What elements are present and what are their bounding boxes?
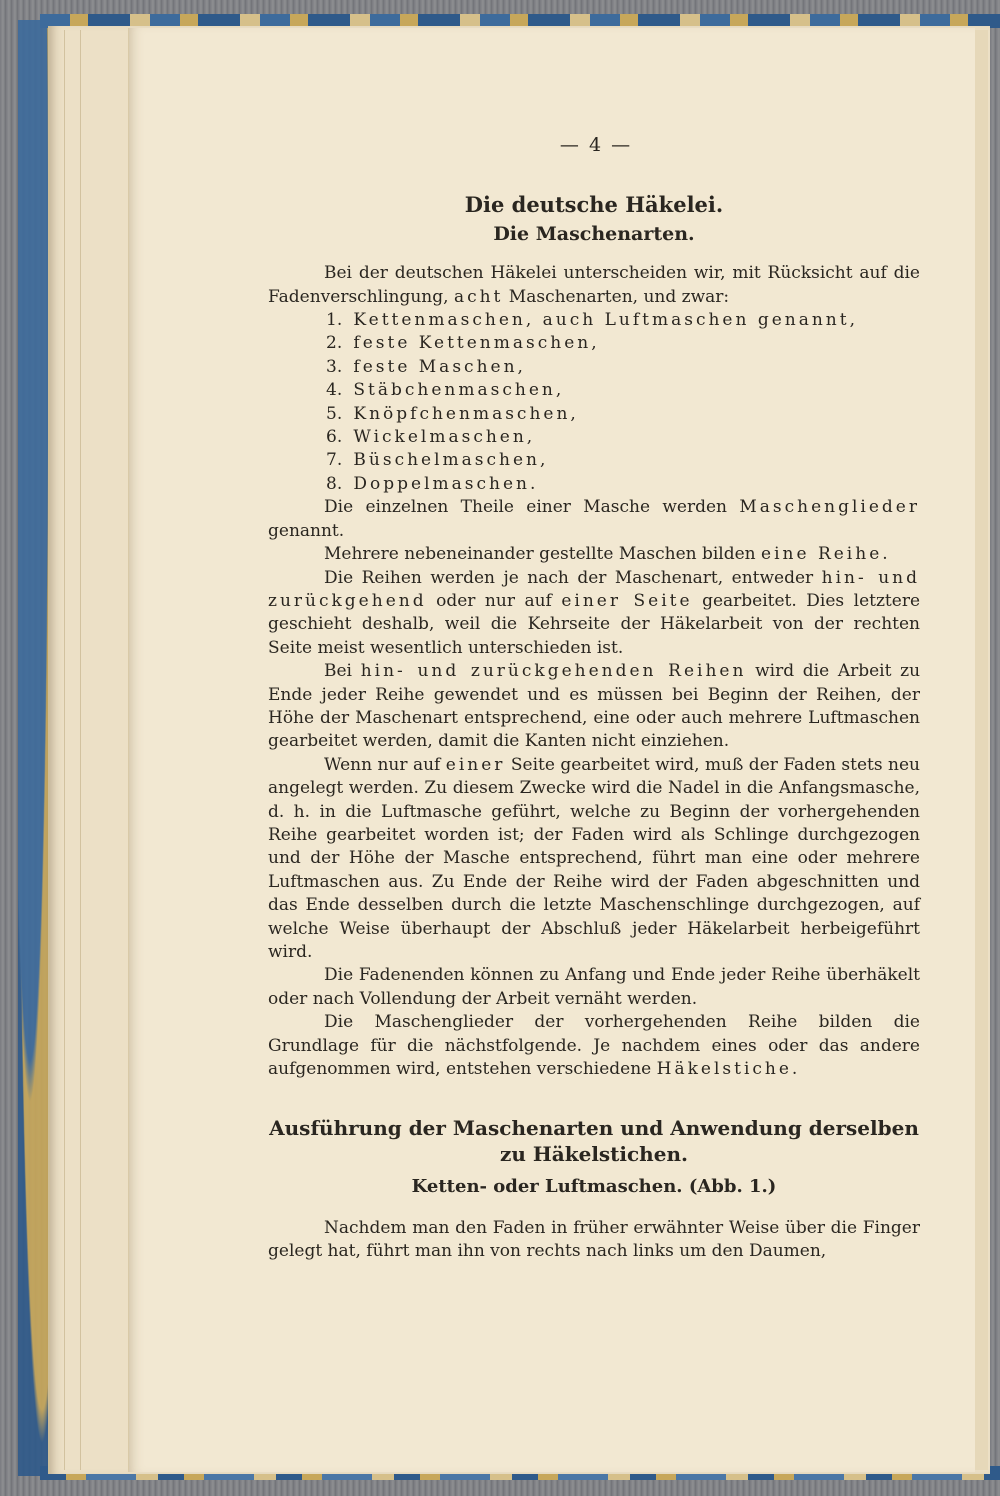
paragraph-eine-seite: [268, 754, 920, 965]
paragraph-text: Die Reihen werden je nach der Maschenart, entweder: [324, 567, 814, 588]
list-item: [326, 473, 920, 496]
list-item-number: 1.: [326, 310, 343, 331]
paragraph-text: genannt.: [268, 520, 345, 541]
page-content: [268, 134, 920, 1264]
paragraph-emphasis: hin- und zurückgehend: [268, 567, 921, 611]
list-item: [326, 332, 920, 355]
stitch-list: [268, 309, 920, 496]
list-item-number: 5.: [326, 403, 343, 424]
list-item: [326, 356, 920, 379]
section-subtitle: Ketten- oder Luftmaschen. (Abb. 1.): [411, 1176, 777, 1198]
list-item-label: Büschelmaschen,: [353, 450, 549, 471]
paragraph-text: Wenn nur auf: [324, 754, 441, 775]
paragraph-emphasis: Maschenglieder: [739, 497, 920, 518]
list-item-label: Knöpfchenmaschen,: [353, 403, 579, 424]
paragraph-emphasis: hin- und zurückgehenden Reihen: [360, 661, 747, 682]
paragraph-reihen: [268, 567, 920, 661]
paragraph-text: oder nur auf: [436, 590, 552, 611]
section-paragraph: Nachdem man den Faden in früher erwähnter Weise über die Finger gelegt hat, führt man ihn von rechts nach links um den Daumen,: [268, 1217, 920, 1262]
list-item-label: Stäbchenmaschen,: [353, 380, 565, 401]
paragraph-fadenenden: Die Fadenenden können zu Anfang und Ende jeder Reihe überhäkelt oder nach Vollendung der Arbeit vernäht werden.: [268, 965, 920, 1009]
page-edge-right: [974, 30, 988, 1470]
list-item-number: 7.: [326, 450, 343, 471]
list-item-number: 8.: [326, 473, 343, 494]
paragraph-text: Die einzelnen Theile einer Masche werden: [324, 497, 728, 518]
list-item: [326, 379, 920, 402]
paragraph-text: Die Maschenglieder der vorhergehenden Reihe bilden die Grundlage für die nächstfolgende. Je nachdem eines oder das andere aufgenommen wird, entstehen verschiedene: [268, 1012, 920, 1080]
section-title: Ausführung der Maschenarten und Anwendung derselben zu Häkelstichen.: [269, 1116, 919, 1167]
list-item: [326, 426, 920, 449]
paragraph-grundlage: [268, 1011, 920, 1081]
paragraph-text: wird die Arbeit zu Ende jeder Reihe gewendet und es müssen bei Beginn der Reihen, der Höhe der Maschenart entsprechend, eine oder auch mehrere Luftmaschen gearbeitet werden, damit die Kanten nicht einziehen.: [268, 661, 921, 752]
list-item: [326, 309, 920, 332]
paragraph-reihe: [268, 543, 920, 566]
list-item: [326, 403, 920, 426]
paragraph-text: gearbeitet. Dies letztere geschieht deshalb, weil die Kehrseite der Häkelarbeit von der rechten Seite meist wesentlich unterschieden ist.: [268, 590, 921, 658]
list-item-label: Doppelmaschen.: [353, 473, 539, 494]
list-item: [326, 449, 920, 472]
paragraph-emphasis: eine Reihe.: [761, 544, 891, 565]
paragraph-hin-und-zurueck: [268, 660, 920, 754]
intro-text: Bei der deutschen Häkelei unterscheiden wir, mit Rücksicht auf die Fadenverschlingung,: [268, 263, 920, 307]
intro-tail: Maschenarten, und zwar:: [508, 286, 730, 307]
paragraph-text: Seite gearbeitet wird, muß der Faden stets neu angelegt werden. Zu diesem Zwecke wird die Nadel in die Anfangsmasche, d. h. in die Luftmasche geführt, welche zu Beginn der vorhergehenden Reihe gearbeitet worden ist; der Faden wird als Schlinge durchgezogen und der Höhe der Masche entsprechend, führt man eine oder mehrere Luftmaschen aus. Zu Ende der Reihe wird der Faden abgeschnitten und das Ende desselben durch die letzte Maschenschlinge durchgezogen, auf welche Weise überhaupt der Abschluß jeder Häkelarbeit herbeigeführt wird.: [268, 754, 920, 962]
list-item-number: 4.: [326, 380, 343, 401]
paragraph-text: Bei: [324, 661, 352, 682]
list-item-number: 2.: [326, 333, 343, 354]
chapter-title: Die deutsche Häkelei.: [464, 192, 724, 218]
list-item-number: 6.: [326, 427, 343, 448]
paragraph-emphasis: einer Seite: [561, 590, 693, 611]
chapter-subtitle: Die Maschenarten.: [493, 222, 695, 245]
list-item-label: feste Maschen,: [353, 356, 526, 377]
intro-emphasis: acht: [453, 286, 504, 307]
list-item-label: feste Kettenmaschen,: [353, 333, 600, 354]
paragraph-emphasis: einer: [445, 754, 506, 775]
intro-paragraph: [268, 262, 920, 309]
list-item-number: 3.: [326, 356, 343, 377]
list-item-label: Kettenmaschen, auch Luftmaschen genannt,: [353, 310, 858, 331]
paragraph-emphasis: Häkelstiche.: [656, 1059, 801, 1080]
paragraph-maschenglieder: [268, 496, 920, 543]
paragraph-text: Mehrere nebeneinander gestellte Maschen bilden: [324, 544, 756, 565]
page-number: — 4 —: [559, 134, 633, 156]
list-item-label: Wickelmaschen,: [353, 427, 536, 448]
